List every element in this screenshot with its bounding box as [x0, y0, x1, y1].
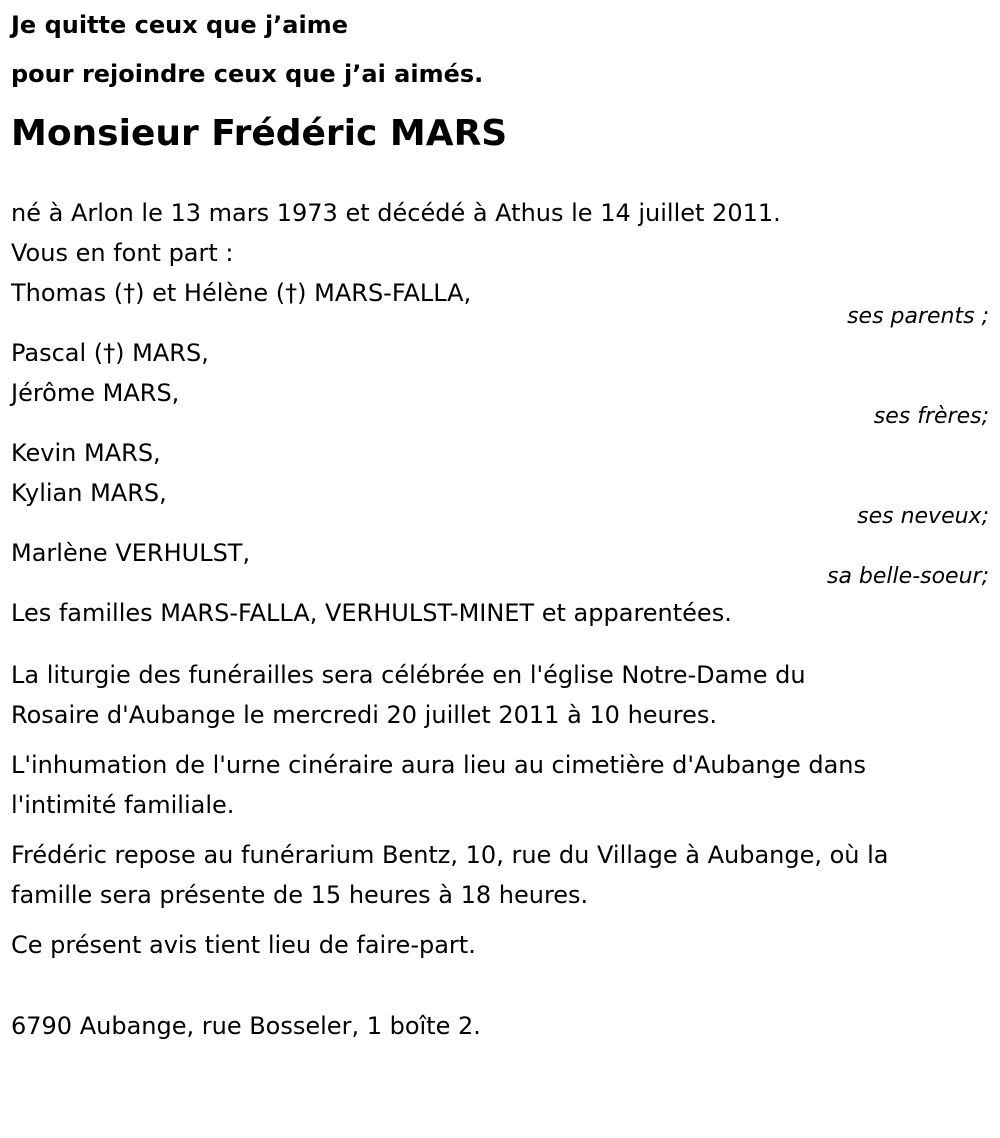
paragraph-line: L'inhumation de l'urne cinéraire aura lieu au cimetière d'Aubange dans — [11, 751, 867, 779]
announce-intro: Vous en font part : — [11, 239, 234, 267]
relation-label: ses parents ; — [847, 304, 989, 329]
family-name-line: Jérôme MARS, — [11, 379, 180, 407]
other-families: Les familles MARS-FALLA, VERHULST-MINET et apparentées. — [11, 599, 732, 627]
rest-paragraph — [11, 835, 989, 915]
obituary-notice — [11, 0, 989, 1070]
epigraph-line-1: Je quitte ceux que j’aime — [11, 11, 349, 39]
family-name-line: Marlène VERHULST, — [11, 539, 251, 567]
relation-label: sa belle-soeur; — [827, 564, 989, 589]
family-name-line: Kylian MARS, — [11, 479, 167, 507]
family-name-line: Kevin MARS, — [11, 439, 161, 467]
notice-paragraph: Ce présent avis tient lieu de faire-part. — [11, 931, 476, 959]
family-name-line: Pascal (†) MARS, — [11, 339, 209, 367]
liturgy-paragraph — [11, 655, 989, 735]
family-address: 6790 Aubange, rue Bosseler, 1 boîte 2. — [11, 1012, 481, 1040]
relation-label: ses frères; — [873, 404, 989, 429]
family-group-parents — [11, 273, 989, 329]
paragraph-line: famille sera présente de 15 heures à 18 heures. — [11, 881, 589, 909]
epigraph-line-2: pour rejoindre ceux que j’ai aimés. — [11, 60, 484, 88]
family-group-brothers — [11, 333, 989, 429]
family-name-line: Thomas (†) et Hélène (†) MARS-FALLA, — [11, 279, 472, 307]
paragraph-line: La liturgie des funérailles sera célébrée en l'église Notre-Dame du — [11, 661, 806, 689]
paragraph-line: l'intimité familiale. — [11, 791, 235, 819]
family-group-sister-in-law — [11, 533, 989, 589]
deceased-name: Monsieur Frédéric MARS — [11, 113, 508, 154]
burial-paragraph — [11, 745, 989, 825]
birth-death-line: né à Arlon le 13 mars 1973 et décédé à Athus le 14 juillet 2011. — [11, 199, 781, 227]
paragraph-line: Rosaire d'Aubange le mercredi 20 juillet 2011 à 10 heures. — [11, 701, 718, 729]
relation-label: ses neveux; — [857, 504, 989, 529]
family-group-nephews — [11, 433, 989, 529]
paragraph-line: Frédéric repose au funérarium Bentz, 10, rue du Village à Aubange, où la — [11, 841, 889, 869]
